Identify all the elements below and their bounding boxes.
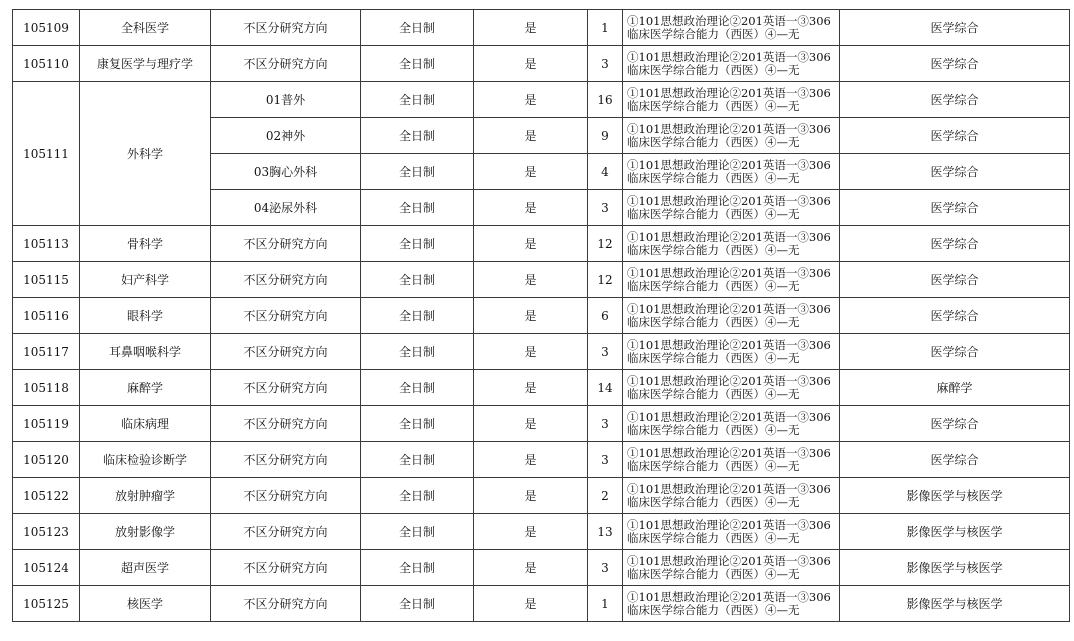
research-direction-cell: 不区分研究方向 (211, 406, 361, 442)
exam-subjects-cell (623, 118, 840, 154)
program-code-cell: 105118 (13, 370, 80, 406)
study-mode-cell: 全日制 (361, 118, 474, 154)
research-direction-cell: 不区分研究方向 (211, 298, 361, 334)
program-code-cell: 105125 (13, 586, 80, 622)
study-mode-cell: 全日制 (361, 406, 474, 442)
major-name-cell: 全科医学 (80, 10, 211, 46)
study-mode-cell: 全日制 (361, 154, 474, 190)
enrollment-count-cell: 2 (588, 478, 623, 514)
study-mode-cell: 全日制 (361, 514, 474, 550)
major-name-cell: 妇产科学 (80, 262, 211, 298)
retest-subject-cell: 影像医学与核医学 (840, 550, 1070, 586)
exam-subjects-line2: 临床医学综合能力（西医）④—无 (627, 62, 800, 77)
exam-subjects-cell (623, 334, 840, 370)
flag-cell: 是 (474, 262, 588, 298)
flag-cell: 是 (474, 370, 588, 406)
retest-subject-cell: 影像医学与核医学 (840, 478, 1070, 514)
program-code-cell: 105110 (13, 46, 80, 82)
research-direction-cell: 不区分研究方向 (211, 46, 361, 82)
research-direction-cell: 04泌尿外科 (211, 190, 361, 226)
table-row (13, 46, 1070, 82)
research-direction-cell: 不区分研究方向 (211, 10, 361, 46)
retest-subject-cell: 医学综合 (840, 118, 1070, 154)
program-code-cell: 105120 (13, 442, 80, 478)
study-mode-cell: 全日制 (361, 46, 474, 82)
program-code-cell: 105122 (13, 478, 80, 514)
exam-subjects-line2: 临床医学综合能力（西医）④—无 (627, 242, 800, 257)
research-direction-cell: 不区分研究方向 (211, 586, 361, 622)
table-body (13, 10, 1070, 622)
study-mode-cell: 全日制 (361, 370, 474, 406)
flag-cell: 是 (474, 586, 588, 622)
flag-cell: 是 (474, 550, 588, 586)
flag-cell: 是 (474, 334, 588, 370)
table-row (13, 334, 1070, 370)
retest-subject-cell: 医学综合 (840, 442, 1070, 478)
retest-subject-cell: 影像医学与核医学 (840, 514, 1070, 550)
retest-subject-cell: 医学综合 (840, 190, 1070, 226)
table-row (13, 586, 1070, 622)
exam-subjects-line1: ①101思想政治理论②201英语一③306 (627, 157, 831, 172)
exam-subjects-line1: ①101思想政治理论②201英语一③306 (627, 373, 831, 388)
exam-subjects-line2: 临床医学综合能力（西医）④—无 (627, 170, 800, 185)
exam-subjects-line2: 临床医学综合能力（西医）④—无 (627, 134, 800, 149)
major-name-cell: 外科学 (80, 82, 211, 226)
research-direction-cell: 不区分研究方向 (211, 262, 361, 298)
retest-subject-cell: 影像医学与核医学 (840, 586, 1070, 622)
program-code-cell: 105113 (13, 226, 80, 262)
exam-subjects-cell (623, 82, 840, 118)
flag-cell: 是 (474, 46, 588, 82)
major-name-cell: 耳鼻咽喉科学 (80, 334, 211, 370)
flag-cell: 是 (474, 442, 588, 478)
flag-cell: 是 (474, 154, 588, 190)
major-name-cell: 麻醉学 (80, 370, 211, 406)
enrollment-count-cell: 3 (588, 46, 623, 82)
table-row (13, 514, 1070, 550)
exam-subjects-cell (623, 370, 840, 406)
flag-cell: 是 (474, 190, 588, 226)
enrollment-count-cell: 3 (588, 442, 623, 478)
exam-subjects-line1: ①101思想政治理论②201英语一③306 (627, 589, 831, 604)
study-mode-cell: 全日制 (361, 10, 474, 46)
exam-subjects-line1: ①101思想政治理论②201英语一③306 (627, 85, 831, 100)
study-mode-cell: 全日制 (361, 298, 474, 334)
program-code-cell: 105109 (13, 10, 80, 46)
exam-subjects-cell (623, 10, 840, 46)
exam-subjects-line1: ①101思想政治理论②201英语一③306 (627, 265, 831, 280)
program-code-cell: 105116 (13, 298, 80, 334)
table-row (13, 406, 1070, 442)
exam-subjects-line1: ①101思想政治理论②201英语一③306 (627, 301, 831, 316)
exam-subjects-line1: ①101思想政治理论②201英语一③306 (627, 193, 831, 208)
major-name-cell: 超声医学 (80, 550, 211, 586)
exam-subjects-line1: ①101思想政治理论②201英语一③306 (627, 49, 831, 64)
exam-subjects-line2: 临床医学综合能力（西医）④—无 (627, 278, 800, 293)
major-name-cell: 核医学 (80, 586, 211, 622)
program-code-cell: 105111 (13, 82, 80, 226)
enrollment-count-cell: 9 (588, 118, 623, 154)
exam-subjects-cell (623, 298, 840, 334)
enrollment-count-cell: 3 (588, 190, 623, 226)
exam-subjects-line1: ①101思想政治理论②201英语一③306 (627, 337, 831, 352)
flag-cell: 是 (474, 82, 588, 118)
research-direction-cell: 01普外 (211, 82, 361, 118)
study-mode-cell: 全日制 (361, 334, 474, 370)
flag-cell: 是 (474, 406, 588, 442)
exam-subjects-line2: 临床医学综合能力（西医）④—无 (627, 530, 800, 545)
retest-subject-cell: 医学综合 (840, 406, 1070, 442)
exam-subjects-line2: 临床医学综合能力（西医）④—无 (627, 494, 800, 509)
table-row (13, 478, 1070, 514)
exam-subjects-line1: ①101思想政治理论②201英语一③306 (627, 229, 831, 244)
enrollment-count-cell: 13 (588, 514, 623, 550)
program-code-cell: 105119 (13, 406, 80, 442)
study-mode-cell: 全日制 (361, 478, 474, 514)
exam-subjects-line2: 临床医学综合能力（西医）④—无 (627, 386, 800, 401)
study-mode-cell: 全日制 (361, 226, 474, 262)
exam-subjects-line2: 临床医学综合能力（西医）④—无 (627, 350, 800, 365)
major-name-cell: 临床检验诊断学 (80, 442, 211, 478)
exam-subjects-line2: 临床医学综合能力（西医）④—无 (627, 602, 800, 617)
enrollment-count-cell: 3 (588, 406, 623, 442)
research-direction-cell: 不区分研究方向 (211, 550, 361, 586)
retest-subject-cell: 医学综合 (840, 298, 1070, 334)
retest-subject-cell: 医学综合 (840, 154, 1070, 190)
table-row (13, 550, 1070, 586)
exam-subjects-cell (623, 514, 840, 550)
exam-subjects-cell (623, 190, 840, 226)
major-name-cell: 骨科学 (80, 226, 211, 262)
admissions-table (12, 9, 1070, 622)
exam-subjects-line2: 临床医学综合能力（西医）④—无 (627, 314, 800, 329)
research-direction-cell: 02神外 (211, 118, 361, 154)
exam-subjects-line2: 临床医学综合能力（西医）④—无 (627, 566, 800, 581)
enrollment-count-cell: 12 (588, 226, 623, 262)
exam-subjects-line2: 临床医学综合能力（西医）④—无 (627, 26, 800, 41)
flag-cell: 是 (474, 118, 588, 154)
exam-subjects-cell (623, 406, 840, 442)
major-name-cell: 康复医学与理疗学 (80, 46, 211, 82)
enrollment-count-cell: 12 (588, 262, 623, 298)
table-row (13, 370, 1070, 406)
research-direction-cell: 不区分研究方向 (211, 226, 361, 262)
enrollment-count-cell: 1 (588, 10, 623, 46)
research-direction-cell: 不区分研究方向 (211, 370, 361, 406)
table-row (13, 298, 1070, 334)
retest-subject-cell: 麻醉学 (840, 370, 1070, 406)
enrollment-count-cell: 1 (588, 586, 623, 622)
major-name-cell: 眼科学 (80, 298, 211, 334)
enrollment-count-cell: 4 (588, 154, 623, 190)
enrollment-count-cell: 3 (588, 334, 623, 370)
table-row (13, 10, 1070, 46)
exam-subjects-cell (623, 154, 840, 190)
retest-subject-cell: 医学综合 (840, 262, 1070, 298)
research-direction-cell: 不区分研究方向 (211, 478, 361, 514)
study-mode-cell: 全日制 (361, 190, 474, 226)
program-code-cell: 105115 (13, 262, 80, 298)
research-direction-cell: 03胸心外科 (211, 154, 361, 190)
exam-subjects-line1: ①101思想政治理论②201英语一③306 (627, 13, 831, 28)
enrollment-count-cell: 14 (588, 370, 623, 406)
retest-subject-cell: 医学综合 (840, 334, 1070, 370)
flag-cell: 是 (474, 514, 588, 550)
flag-cell: 是 (474, 298, 588, 334)
exam-subjects-cell (623, 442, 840, 478)
exam-subjects-line1: ①101思想政治理论②201英语一③306 (627, 121, 831, 136)
exam-subjects-line2: 临床医学综合能力（西医）④—无 (627, 98, 800, 113)
exam-subjects-cell (623, 262, 840, 298)
program-code-cell: 105124 (13, 550, 80, 586)
retest-subject-cell: 医学综合 (840, 226, 1070, 262)
flag-cell: 是 (474, 10, 588, 46)
retest-subject-cell: 医学综合 (840, 10, 1070, 46)
study-mode-cell: 全日制 (361, 550, 474, 586)
retest-subject-cell: 医学综合 (840, 82, 1070, 118)
enrollment-count-cell: 6 (588, 298, 623, 334)
table-row (13, 82, 1070, 118)
flag-cell: 是 (474, 226, 588, 262)
study-mode-cell: 全日制 (361, 82, 474, 118)
enrollment-count-cell: 16 (588, 82, 623, 118)
exam-subjects-line1: ①101思想政治理论②201英语一③306 (627, 409, 831, 424)
research-direction-cell: 不区分研究方向 (211, 334, 361, 370)
exam-subjects-line2: 临床医学综合能力（西医）④—无 (627, 422, 800, 437)
exam-subjects-cell (623, 478, 840, 514)
study-mode-cell: 全日制 (361, 262, 474, 298)
program-code-cell: 105117 (13, 334, 80, 370)
table-row (13, 262, 1070, 298)
retest-subject-cell: 医学综合 (840, 46, 1070, 82)
table-row (13, 226, 1070, 262)
research-direction-cell: 不区分研究方向 (211, 514, 361, 550)
major-name-cell: 放射肿瘤学 (80, 478, 211, 514)
exam-subjects-line2: 临床医学综合能力（西医）④—无 (627, 458, 800, 473)
exam-subjects-cell (623, 586, 840, 622)
research-direction-cell: 不区分研究方向 (211, 442, 361, 478)
exam-subjects-cell (623, 226, 840, 262)
major-name-cell: 临床病理 (80, 406, 211, 442)
exam-subjects-line2: 临床医学综合能力（西医）④—无 (627, 206, 800, 221)
table-row (13, 442, 1070, 478)
major-name-cell: 放射影像学 (80, 514, 211, 550)
study-mode-cell: 全日制 (361, 586, 474, 622)
study-mode-cell: 全日制 (361, 442, 474, 478)
exam-subjects-line1: ①101思想政治理论②201英语一③306 (627, 553, 831, 568)
exam-subjects-line1: ①101思想政治理论②201英语一③306 (627, 517, 831, 532)
enrollment-count-cell: 3 (588, 550, 623, 586)
exam-subjects-line1: ①101思想政治理论②201英语一③306 (627, 445, 831, 460)
program-code-cell: 105123 (13, 514, 80, 550)
exam-subjects-cell (623, 46, 840, 82)
flag-cell: 是 (474, 478, 588, 514)
exam-subjects-line1: ①101思想政治理论②201英语一③306 (627, 481, 831, 496)
exam-subjects-cell (623, 550, 840, 586)
